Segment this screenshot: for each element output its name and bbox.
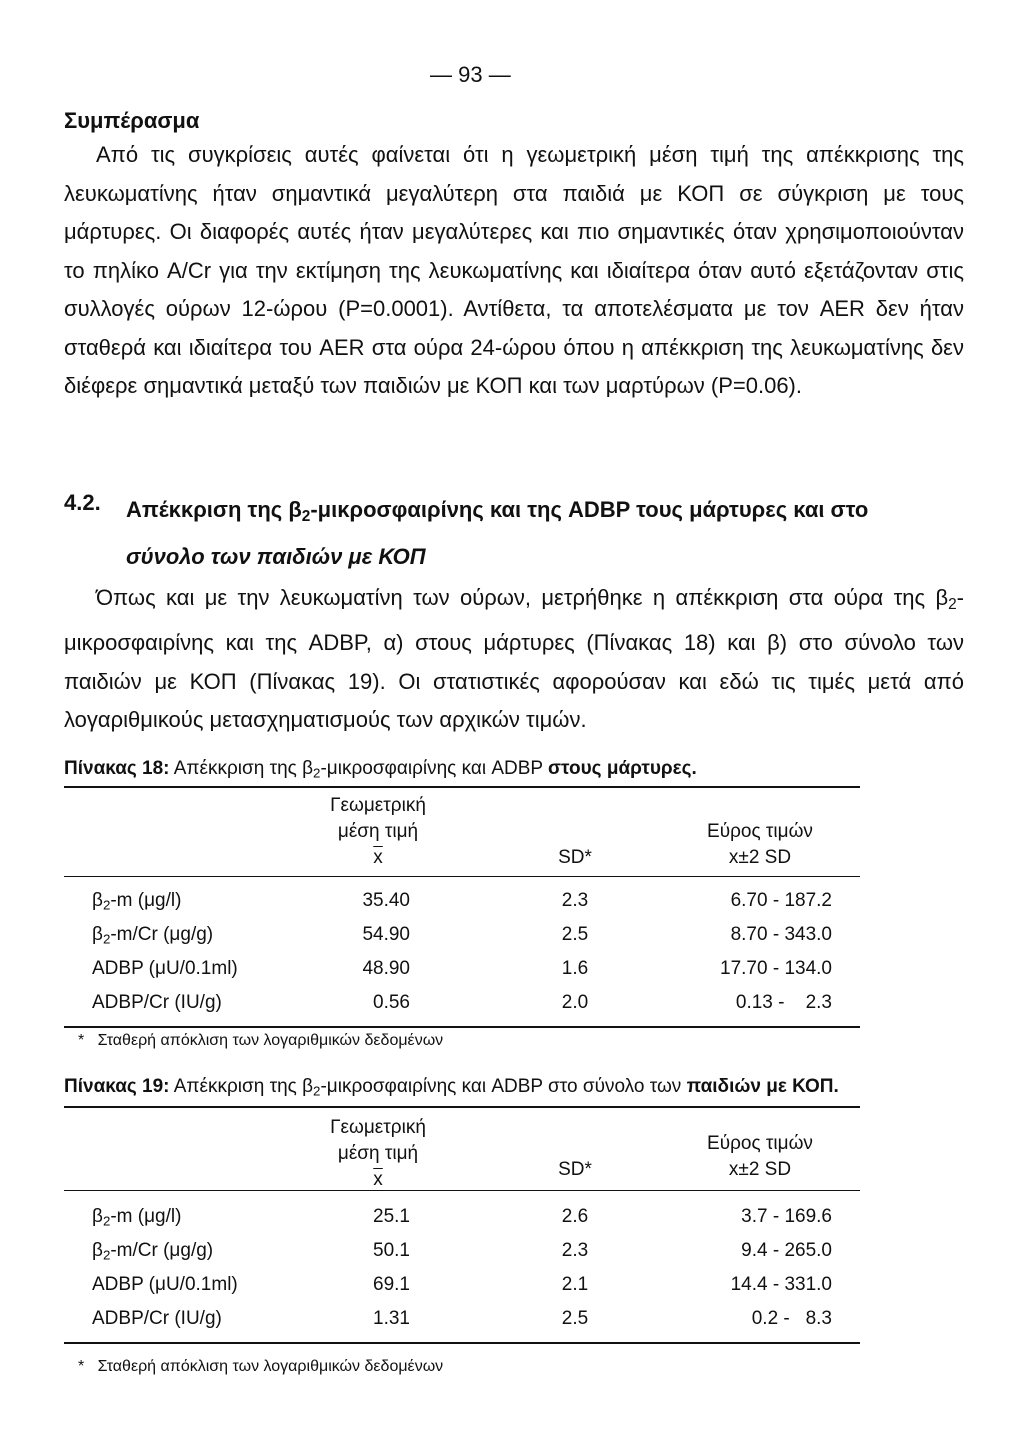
- row-label-part: ADBP (μU/0.1ml): [92, 1274, 238, 1295]
- conclusion-heading: Συμπέρασμα: [64, 108, 200, 133]
- section-title-part: Απέκκριση της β: [126, 497, 302, 522]
- table18-caption-bold: στους μάρτυρες.: [548, 758, 697, 779]
- mean-cell: 25.1: [373, 1206, 410, 1227]
- range-cell: 6.70 - 187.2: [730, 890, 832, 911]
- section-title-line2: σύνολο των παιδιών με ΚΟΠ: [126, 543, 426, 569]
- section-title-part: -μικροσφαιρίνης και της ADBP τους μάρτυρες και στο: [310, 497, 869, 522]
- footnote-marker: *: [78, 1358, 85, 1375]
- table19-header-range: [680, 1131, 840, 1183]
- row-label: [92, 1308, 222, 1330]
- row-label: [92, 890, 181, 912]
- row-label-part: β: [92, 890, 103, 911]
- table18-caption-sub: 2: [313, 765, 321, 781]
- section-paragraph: [64, 579, 964, 740]
- section-text-part: Όπως και με την λευκωματίνη των ούρων, μετρήθηκε η απέκκριση στα ούρα της β: [96, 585, 949, 610]
- row-label: [92, 958, 238, 980]
- section-text-part: -μικροσφαιρίνης και της ADBP, α) στους μάρτυρες (Πίνακας 18) και β) στο σύνολο των παιδιών με ΚΟΠ (Πίνακας 19). Οι στατιστικές αφορούσαν και εδώ τις τιμές μετά από λογαριθμικούς μετασχηματισμούς των αρχικών τιμών.: [64, 585, 964, 733]
- table19-caption-bold: παιδιών με ΚΟΠ.: [686, 1076, 839, 1097]
- mean-cell: 48.90: [362, 958, 410, 979]
- table18-caption: [64, 758, 697, 780]
- row-label: [92, 1240, 213, 1262]
- conclusion-text: Από τις συγκρίσεις αυτές φαίνεται ότι η γεωμετρική μέση τιμή της απέκκρισης της λευκωματίνης ήταν σημαντικά μεγαλύτερη στα παιδιά με ΚΟΠ σε σύγκριση με τους μάρτυρες. Οι διαφορές αυτές ήταν μεγαλύτερες και πιο σημαντικές όταν χρησιμοποιούνταν το πηλίκο A/Cr για την εκτίμηση της λευκωματίνης και ιδιαίτερα όταν αυτό εξετάζονταν στις συλλογές ούρων 12-ώρου (P=0.0001). Αντίθετα, τα αποτελέσματα με τον AER δεν ήταν σταθερά και ιδιαίτερα του AER στα ούρα 24-ώρου όπου η απέκκριση της λευκωματίνης δεν διέφερε σημαντικά μεταξύ των παιδιών με ΚΟΠ και των μαρτύρων (P=0.06).: [64, 142, 964, 398]
- row-label-part: β: [92, 1206, 103, 1227]
- table18-top-rule: [64, 786, 860, 788]
- table19-bottom-rule: [64, 1342, 860, 1344]
- section-title-sub: 2: [301, 507, 311, 525]
- footnote-text: Σταθερή απόκλιση των λογαριθμικών δεδομένων: [97, 1358, 444, 1375]
- section-text-sub: 2: [948, 595, 957, 613]
- mean-cell: 69.1: [373, 1274, 410, 1295]
- row-label-part: ADBP/Cr (IU/g): [92, 1308, 222, 1329]
- table18-footnote: [78, 1032, 443, 1050]
- row-label-part: -m/Cr (μg/g): [110, 924, 214, 945]
- table19-footnote: [78, 1358, 443, 1376]
- range-cell: 0.13 - 2.3: [735, 992, 832, 1013]
- row-label: [92, 924, 213, 946]
- row-label-sub: 2: [102, 1213, 111, 1229]
- header-x: $\overline{x}$: [373, 847, 383, 868]
- row-label: [92, 992, 222, 1014]
- table19-caption-text: Απέκκριση της β: [169, 1076, 314, 1097]
- table18-header-rule: [64, 876, 860, 877]
- row-label-part: β: [92, 1240, 103, 1261]
- table19-header-rule: [64, 1190, 860, 1191]
- range-cell: 0.2 - 8.3: [751, 1308, 832, 1329]
- sd-cell: 2.0: [561, 992, 589, 1013]
- header-mean: μέση τιμή: [337, 1143, 419, 1164]
- row-label-part: -m (μg/l): [110, 890, 182, 911]
- footnote-marker: *: [78, 1032, 85, 1049]
- section-text: [64, 579, 964, 740]
- range-cell: 14.4 - 331.0: [730, 1274, 832, 1295]
- range-cell: 3.7 - 169.6: [741, 1206, 832, 1227]
- table18-caption-text: -μικροσφαιρίνης και ADBP: [320, 758, 549, 779]
- table19-header-mean: [298, 1115, 458, 1193]
- table19-top-rule: [64, 1106, 860, 1108]
- row-label-sub: 2: [102, 897, 111, 913]
- row-label: [92, 1206, 181, 1228]
- table18-caption-text: Απέκκριση της β: [169, 758, 314, 779]
- sd-cell: 2.3: [561, 1240, 589, 1261]
- header-geo: Γεωμετρική: [330, 1117, 426, 1138]
- header-range: Εύρος τιμών: [707, 821, 813, 842]
- header-mean: μέση τιμή: [337, 821, 419, 842]
- header-geo: Γεωμετρική: [330, 795, 426, 816]
- page-number: — 93 —: [430, 62, 511, 87]
- row-label-sub: 2: [102, 931, 111, 947]
- mean-cell: 0.56: [373, 992, 410, 1013]
- mean-cell: 50.1: [373, 1240, 410, 1261]
- sd-cell: 2.5: [561, 924, 589, 945]
- row-label-part: -m (μg/l): [110, 1206, 182, 1227]
- sd-cell: 2.1: [561, 1274, 589, 1295]
- header-range-formula: x±2 SD: [728, 1159, 792, 1180]
- table19-caption-text: -μικροσφαιρίνης και ADBP στο σύνολο των: [320, 1076, 687, 1097]
- sd-cell: 1.6: [561, 958, 589, 979]
- range-cell: 17.70 - 134.0: [720, 958, 832, 979]
- table18-header-mean: [298, 793, 458, 871]
- row-label-part: β: [92, 924, 103, 945]
- table19-caption-label: Πίνακας 19:: [64, 1076, 170, 1097]
- range-cell: 9.4 - 265.0: [741, 1240, 832, 1261]
- table19-caption: [64, 1076, 839, 1098]
- sd-cell: 2.3: [561, 890, 589, 911]
- table18-header-range: [680, 819, 840, 871]
- row-label-part: ADBP (μU/0.1ml): [92, 958, 238, 979]
- mean-cell: 54.90: [362, 924, 410, 945]
- sd-cell: 2.5: [561, 1308, 589, 1329]
- row-label-part: ADBP/Cr (IU/g): [92, 992, 222, 1013]
- sd-cell: 2.6: [561, 1206, 589, 1227]
- header-range-formula: x±2 SD: [728, 847, 792, 868]
- row-label-part: -m/Cr (μg/g): [110, 1240, 214, 1261]
- section-title: [126, 490, 926, 577]
- range-cell: 8.70 - 343.0: [730, 924, 832, 945]
- mean-cell: 35.40: [362, 890, 410, 911]
- footnote-text: Σταθερή απόκλιση των λογαριθμικών δεδομένων: [97, 1032, 444, 1049]
- table18-header-sd: SD*: [558, 847, 592, 868]
- row-label: [92, 1274, 238, 1296]
- table18-bottom-rule: [64, 1026, 860, 1028]
- header-x: $\overline{x}$: [373, 1169, 383, 1190]
- row-label-sub: 2: [102, 1247, 111, 1263]
- header-range: Εύρος τιμών: [707, 1133, 813, 1154]
- section-number: 4.2.: [64, 490, 101, 515]
- table19-header-sd: SD*: [558, 1159, 592, 1180]
- conclusion-paragraph: [64, 136, 964, 406]
- table18-caption-label: Πίνακας 18:: [64, 758, 170, 779]
- table19-caption-sub: 2: [313, 1083, 321, 1099]
- mean-cell: 1.31: [373, 1308, 410, 1329]
